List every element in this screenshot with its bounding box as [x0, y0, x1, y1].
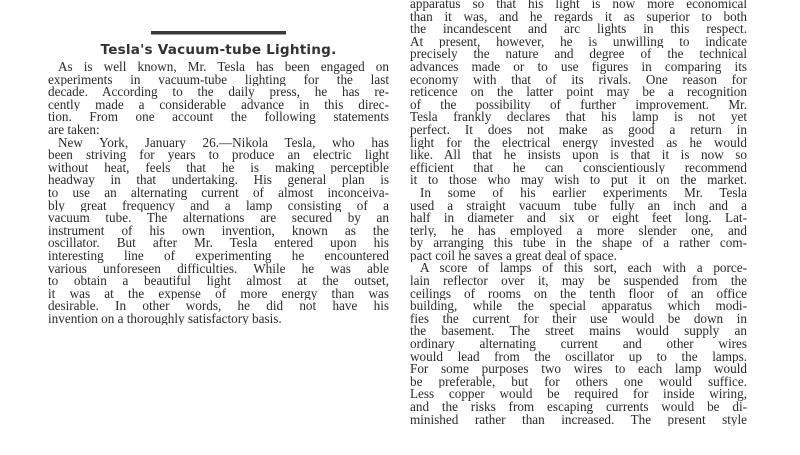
text-line: cently made a considerable advance in this direc-	[48, 98, 389, 112]
right-column-text	[410, 0, 747, 426]
right-column	[410, 0, 747, 426]
text-line: For some purposes two wires to each lamp would	[410, 363, 747, 376]
text-line: efficient that he can conscientiously recommend	[410, 161, 747, 175]
text-line: minished rather than increased. The present style	[410, 413, 747, 427]
text-line: of the possibility of further improvement. Mr.	[410, 98, 747, 112]
text-line: precisely the nature and degree of the technical	[410, 48, 747, 61]
text-line: used a straight vacuum tube fully an inch and a	[410, 199, 747, 213]
text-line: decade. According to the daily press, he has re-	[48, 86, 389, 99]
text-line: invention on a thoroughly satisfactory basis.	[48, 312, 282, 326]
text-line: lain reflector over it, may be suspended from the	[410, 275, 747, 288]
text-line: like. All that he insists upon is that it is now so	[410, 149, 747, 162]
text-line: ordinary alternating current and other wires	[410, 338, 747, 351]
text-line: apparatus so that his light is now more economical	[410, 0, 747, 11]
text-line: half in diameter and six or eight feet long. Lat-	[410, 212, 747, 225]
text-line: than it was, and he regards it as superior to both	[410, 10, 747, 24]
text-line: experiments in vacuum-tube lighting for the last	[48, 73, 389, 87]
text-line: are taken:	[48, 123, 100, 137]
text-line: bly great frequency and a lamp consisting of a	[48, 199, 389, 213]
text-line: advances made or to use figures in comparing its	[410, 60, 747, 74]
text-line: without heat, feels that he is making perceptible	[48, 161, 389, 175]
text-line: reticence on the latter point may be a recognition	[410, 86, 747, 99]
text-line: it to those who may wish to put it on the market.	[410, 174, 747, 187]
text-line: would lead from the oscillator up to the lamps.	[410, 350, 747, 364]
text-line: been striving for years to produce an electric light	[48, 149, 389, 162]
text-line: In some of his earlier experiments Mr. Tesla	[420, 186, 747, 200]
text-line: light for the electrical energy invested as he would	[410, 136, 747, 150]
text-line: building, while the special apparatus which modi-	[410, 300, 747, 313]
text-line: it was at the expense of more energy than was	[48, 287, 389, 301]
text-line: by arranging this tube in the shape of a rather com-	[410, 237, 747, 250]
text-line: be preferable, but for others one would suffice.	[410, 375, 747, 389]
text-line: At present, however, he is unwilling to indicate	[410, 35, 747, 49]
text-line: A score of lamps of this sort, each with a porce-	[420, 262, 747, 276]
text-line: terly, he has employed a more slender one, and	[410, 224, 747, 238]
text-line: the basement. The street mains would supply an	[410, 325, 747, 339]
text-line: instrument of his own invention, known as the	[48, 224, 389, 238]
text-line: As is well known, Mr. Tesla has been engaged on	[58, 61, 389, 74]
text-line: interesting line of experimenting he encountered	[48, 249, 389, 263]
text-line: tion. From one account the following statements	[48, 111, 389, 124]
text-line: vacuum tube. The alternations are secured by an	[48, 212, 389, 225]
text-line: headway in that undertaking. His general plan is	[48, 174, 389, 187]
text-line: New York, January 26.—Nikola Tesla, who has	[58, 136, 389, 150]
text-line: to use an alternating current of almost inconceiva-	[48, 186, 389, 200]
text-line: oscillator. But after Mr. Tesla entered upon his	[48, 237, 389, 250]
text-line: Less copper would be required for inside wiring,	[410, 388, 747, 401]
text-line: various unforeseen difficulties. While he was able	[48, 262, 389, 276]
text-line: the incandescent and arc lights in this respect.	[410, 23, 747, 36]
text-line: fies the current for their use would be down in	[410, 312, 747, 326]
text-line: perfect. It does not make as good a return in	[410, 123, 747, 137]
text-line: economy with that of its rivals. One reason for	[410, 73, 747, 87]
text-line: desirable. In other words, he did not have his	[48, 300, 389, 313]
text-line: ceilings of rooms on the tenth floor of an office	[410, 287, 747, 301]
title-rule	[151, 31, 286, 35]
text-line: pact coil he saves a great deal of space.	[410, 249, 617, 263]
left-column	[48, 27, 389, 325]
text-line: and the risks from escaping currents would be di-	[410, 401, 747, 414]
article-title: Tesla's Vacuum-tube Lighting.	[100, 42, 337, 58]
text-line: to obtain a beautiful light almost at the outset,	[48, 275, 389, 288]
left-column-text	[48, 61, 389, 325]
text-line: Tesla frankly declares that his lamp is not yet	[410, 111, 747, 124]
